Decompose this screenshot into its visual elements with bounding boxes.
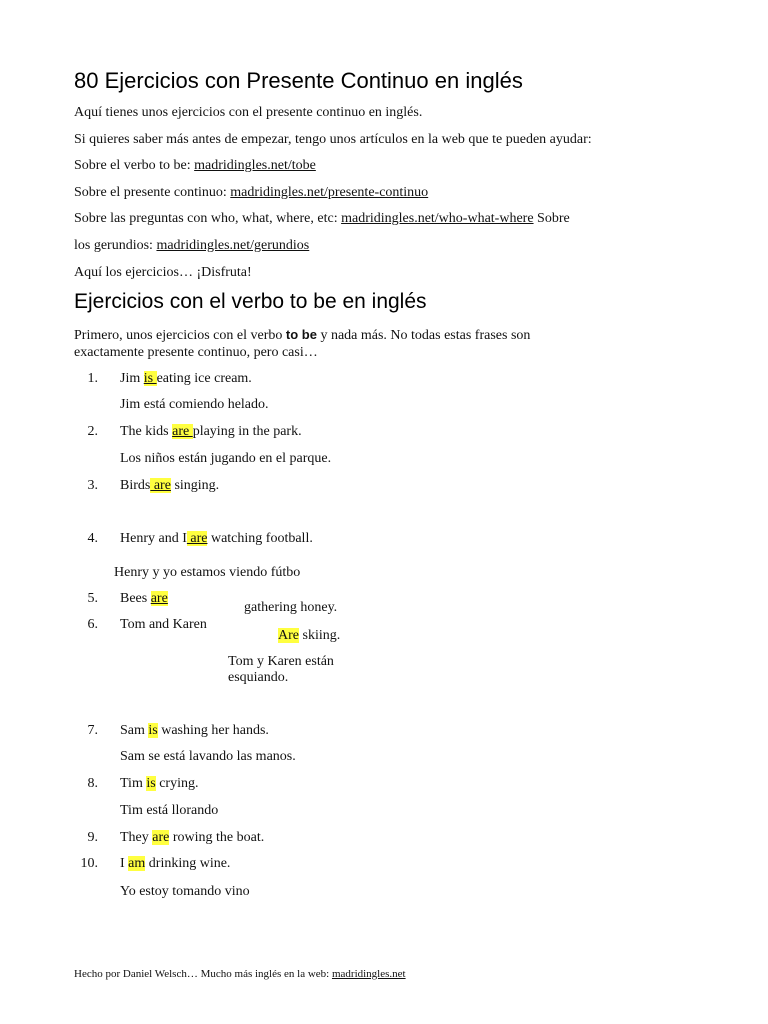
sentence-tail: gathering honey. bbox=[244, 600, 338, 615]
item-number: 4. bbox=[87, 531, 98, 546]
sentence-end: playing in the park. bbox=[192, 424, 302, 439]
exercise-sentence bbox=[120, 477, 219, 495]
sentence-end: crying. bbox=[155, 776, 199, 791]
exercise-sentence bbox=[120, 775, 198, 793]
intro-paragraph: Aquí tienes unos ejercicios con el presente continuo en inglés. bbox=[74, 105, 423, 120]
section-intro-bold: to be bbox=[285, 327, 317, 342]
section-title: Ejercicios con el verbo to be en inglés bbox=[74, 290, 427, 313]
sentence-end: rowing the boat. bbox=[169, 830, 265, 845]
footer bbox=[74, 965, 406, 983]
item-number: 3. bbox=[87, 478, 98, 493]
sentence-start: Bees bbox=[120, 591, 151, 606]
item-number: 10. bbox=[80, 856, 98, 871]
gerunds-label: los gerundios: bbox=[74, 238, 157, 253]
exercise-sentence bbox=[120, 370, 252, 388]
item-number: 9. bbox=[87, 830, 98, 845]
highlighted-verb: are bbox=[172, 424, 193, 439]
sentence-start: Birds bbox=[120, 478, 151, 493]
pc-label: Sobre el presente continuo: bbox=[74, 185, 231, 200]
sentence-end: drinking wine. bbox=[145, 856, 231, 871]
section-intro-line2: exactamente presente continuo, pero casi… bbox=[74, 345, 318, 360]
sentence-start: They bbox=[120, 830, 153, 845]
intro-help-paragraph: Si quieres saber más antes de empezar, tengo unos artículos en la web que te pueden ayudar: bbox=[74, 132, 592, 147]
sentence-start: I bbox=[120, 856, 129, 871]
sentence-end: skiing. bbox=[299, 628, 341, 643]
wh-label: Sobre las preguntas con who, what, where, etc: bbox=[74, 211, 342, 226]
sentence-start: Tim bbox=[120, 776, 147, 791]
tobe-link[interactable]: madridingles.net/tobe bbox=[194, 158, 316, 173]
footer-link[interactable]: madridingles.net bbox=[331, 968, 406, 980]
highlighted-verb: are bbox=[152, 830, 170, 845]
highlighted-verb: are bbox=[186, 531, 208, 546]
item-number: 8. bbox=[87, 776, 98, 791]
highlighted-verb: am bbox=[128, 856, 146, 871]
exercise-sentence bbox=[120, 530, 313, 548]
translation-line1: Tom y Karen están bbox=[228, 654, 334, 669]
item-number: 2. bbox=[87, 424, 98, 439]
sentence-end: washing her hands. bbox=[157, 723, 269, 738]
exercise-sentence bbox=[120, 829, 264, 847]
translation: Yo estoy tomando vino bbox=[120, 884, 250, 899]
translation: Los niños están jugando en el parque. bbox=[120, 451, 332, 466]
translation: Henry y yo estamos viendo fútbo bbox=[114, 565, 301, 580]
page-title: 80 Ejercicios con Presente Continuo en inglés bbox=[74, 68, 523, 93]
highlighted-verb: are bbox=[150, 591, 168, 606]
sentence-end: watching football. bbox=[207, 531, 313, 546]
exercise-sentence-tail bbox=[278, 627, 340, 645]
section-intro-line1 bbox=[74, 326, 530, 345]
sentence-start: Jim bbox=[120, 371, 144, 386]
item-number: 6. bbox=[87, 617, 98, 632]
wh-questions-link[interactable]: madridingles.net/who-what-where bbox=[341, 211, 534, 226]
exercise-sentence bbox=[120, 855, 230, 873]
sentence-start: Sam bbox=[120, 723, 149, 738]
section-intro-start: Primero, unos ejercicios con el verbo bbox=[74, 328, 286, 343]
highlighted-verb: is bbox=[143, 371, 157, 386]
sentence-end: eating ice cream. bbox=[156, 371, 252, 386]
present-continuous-line bbox=[74, 184, 428, 202]
translation: Tim está llorando bbox=[120, 803, 219, 818]
gerunds-line bbox=[74, 237, 309, 255]
present-continuous-link[interactable]: madridingles.net/presente-continuo bbox=[230, 185, 429, 200]
tobe-label: Sobre el verbo to be: bbox=[74, 158, 195, 173]
section-intro-end: y nada más. No todas estas frases son bbox=[316, 328, 531, 343]
item-number: 5. bbox=[87, 591, 98, 606]
tobe-line bbox=[74, 157, 316, 175]
exercise-sentence bbox=[120, 722, 269, 740]
highlighted-verb: is bbox=[148, 723, 158, 738]
item-number: 1. bbox=[87, 371, 98, 386]
exercise-sentence bbox=[120, 423, 302, 441]
highlighted-verb: Are bbox=[278, 628, 299, 643]
enjoy-line: Aquí los ejercicios… ¡Disfruta! bbox=[74, 265, 252, 280]
sentence-end: singing. bbox=[170, 478, 220, 493]
gerunds-link[interactable]: madridingles.net/gerundios bbox=[156, 238, 310, 253]
footer-text: Hecho por Daniel Welsch… Mucho más inglés en la web: bbox=[74, 968, 332, 980]
highlighted-verb: are bbox=[150, 478, 171, 493]
translation: Sam se está lavando las manos. bbox=[120, 749, 296, 764]
wh-tail: Sobre bbox=[533, 211, 570, 226]
exercise-sentence bbox=[120, 590, 168, 608]
highlighted-verb: is bbox=[146, 776, 156, 791]
sentence-start: The kids bbox=[120, 424, 173, 439]
translation: Jim está comiendo helado. bbox=[120, 397, 269, 412]
item-number: 7. bbox=[87, 723, 98, 738]
sentence-start: Henry and I bbox=[120, 531, 187, 546]
wh-questions-line bbox=[74, 210, 570, 228]
exercise-sentence: Tom and Karen bbox=[120, 617, 207, 632]
translation-line2: esquiando. bbox=[228, 670, 289, 685]
